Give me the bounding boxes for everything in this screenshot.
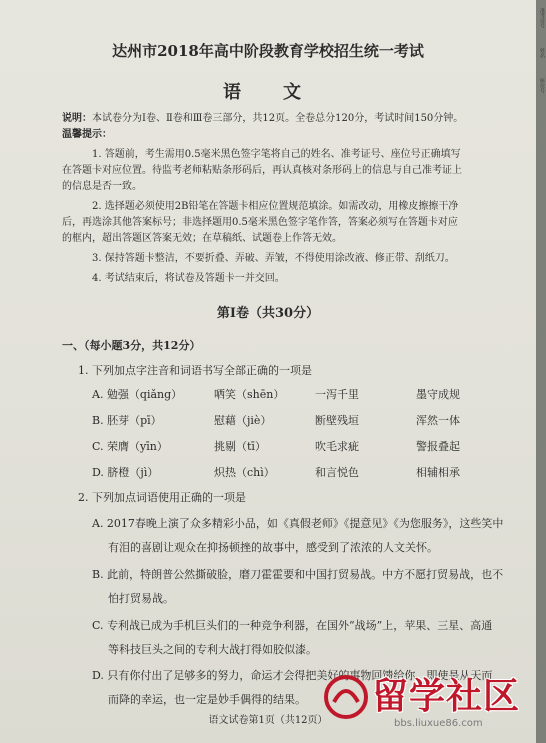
option-line: B. 此前，特朗普公然撕破脸，磨刀霍霍要和中国打贸易战。中方不愿打贸易战，也不 <box>92 568 504 581</box>
option-cell: 哂笑（shēn） <box>214 388 285 401</box>
watermark-site: bbs.liuxue86.com <box>394 718 483 729</box>
tip-line: 4. 考试结束后，将试卷及答题卡一并交回。 <box>92 273 285 284</box>
side-strip <box>536 0 546 743</box>
tip-line: 的框内，超出答题区答案无效；在草稿纸、试题卷上作答无效。 <box>62 233 342 244</box>
option-cell: D. 脐橙（jì） <box>92 466 159 479</box>
option-line: 怕打贸易战。 <box>108 592 174 605</box>
option-line: A. 2017春晚上演了众多精彩小品，如《真假老师》《提意见》《为您服务》，这些笑中 <box>92 517 504 530</box>
question-2-stem: 2. 下列加点词语使用正确的一项是 <box>78 491 246 504</box>
note-text: 本试卷分为Ⅰ卷、Ⅱ卷和Ⅲ卷三部分，共12页。全卷总分120分，考试时间150分钟。 <box>92 113 464 124</box>
option-cell: 挑剔（tī） <box>214 440 266 453</box>
option-cell: 慰藉（jiè） <box>214 414 272 427</box>
tip-line: 1. 答题前，考生需用0.5毫米黑色签字笔将自己的姓名、准考证号、座位号正确填写 <box>92 149 461 160</box>
tips-label: 温馨提示： <box>62 129 112 140</box>
exam-title: 达州市2018年高中阶段教育学校招生统一考试 <box>112 42 424 60</box>
option-cell: 吹毛求疵 <box>315 440 359 453</box>
option-cell: 断壁残垣 <box>315 414 359 427</box>
tip-line: 后，再选涂其他答案标号；非选择题用0.5毫米黑色签字笔作答，答案必须写在答题卡对应 <box>62 217 458 228</box>
option-cell: B. 胚芽（pī） <box>92 414 162 427</box>
page-footer: 语文试卷第1页（共12页） <box>208 715 328 726</box>
option-cell: 墨守成规 <box>416 388 460 401</box>
option-cell: C. 荣膺（yīn） <box>92 440 168 453</box>
option-cell: A. 勉强（qiǎng） <box>92 388 183 401</box>
tip-line: 3. 保持答题卡整洁，不要折叠、弄破、弄皱，不得使用涂改液、修正带、刮纸刀。 <box>92 253 455 264</box>
option-line: 有泪的喜剧让观众在抑扬顿挫的故事中，感受到了浓浓的人文关怀。 <box>108 541 438 554</box>
option-line: D. 只有你付出了足够多的努力，命运才会得把美好的事物回馈给你，即使是从天而 <box>92 669 493 682</box>
exam-note <box>62 113 463 125</box>
watermark-logo-icon <box>320 672 372 722</box>
subject-title: 语 文 <box>223 82 313 103</box>
option-cell: 相辅相承 <box>416 466 460 479</box>
option-line: C. 专利战已成为手机巨头们的一种竞争利器，在国外“战场”上，苹果、三星、高通 <box>92 619 493 632</box>
side-strip-label: 准考证号 <box>539 8 545 28</box>
part-heading: 一、（每小题3分，共12分） <box>62 339 201 352</box>
section-title: 第Ⅰ卷（共30分） <box>216 306 320 321</box>
tip-line: 2. 选择题必须使用2B铅笔在答题卡相应位置规范填涂。如需改动，用橡皮擦擦干净 <box>92 201 459 212</box>
option-cell: 一泻千里 <box>315 388 359 401</box>
side-strip-label: 座位号 <box>539 78 545 93</box>
watermark-brand: 留学社区 <box>372 676 521 717</box>
option-cell: 浑然一体 <box>416 414 460 427</box>
tip-line: 在答题卡对应位置。待监考老师粘贴条形码后，再认真核对条形码上的信息与自己准考证上 <box>62 165 462 176</box>
question-1-stem: 1. 下列加点字注音和词语书写全部正确的一项是 <box>78 364 312 377</box>
note-label: 说明： <box>62 113 92 124</box>
option-cell: 警报叠起 <box>416 440 460 453</box>
option-line: 而降的幸运，也一定是妙手偶得的结果。 <box>108 693 306 706</box>
side-strip-label: 姓名 <box>539 48 545 58</box>
option-line: 等科技巨头之间的专利大战打得如胶似漆。 <box>108 643 317 656</box>
tip-line: 的信息是否一致。 <box>62 181 142 192</box>
option-cell: 炽热（chì） <box>214 466 275 479</box>
option-cell: 和言悦色 <box>315 466 359 479</box>
